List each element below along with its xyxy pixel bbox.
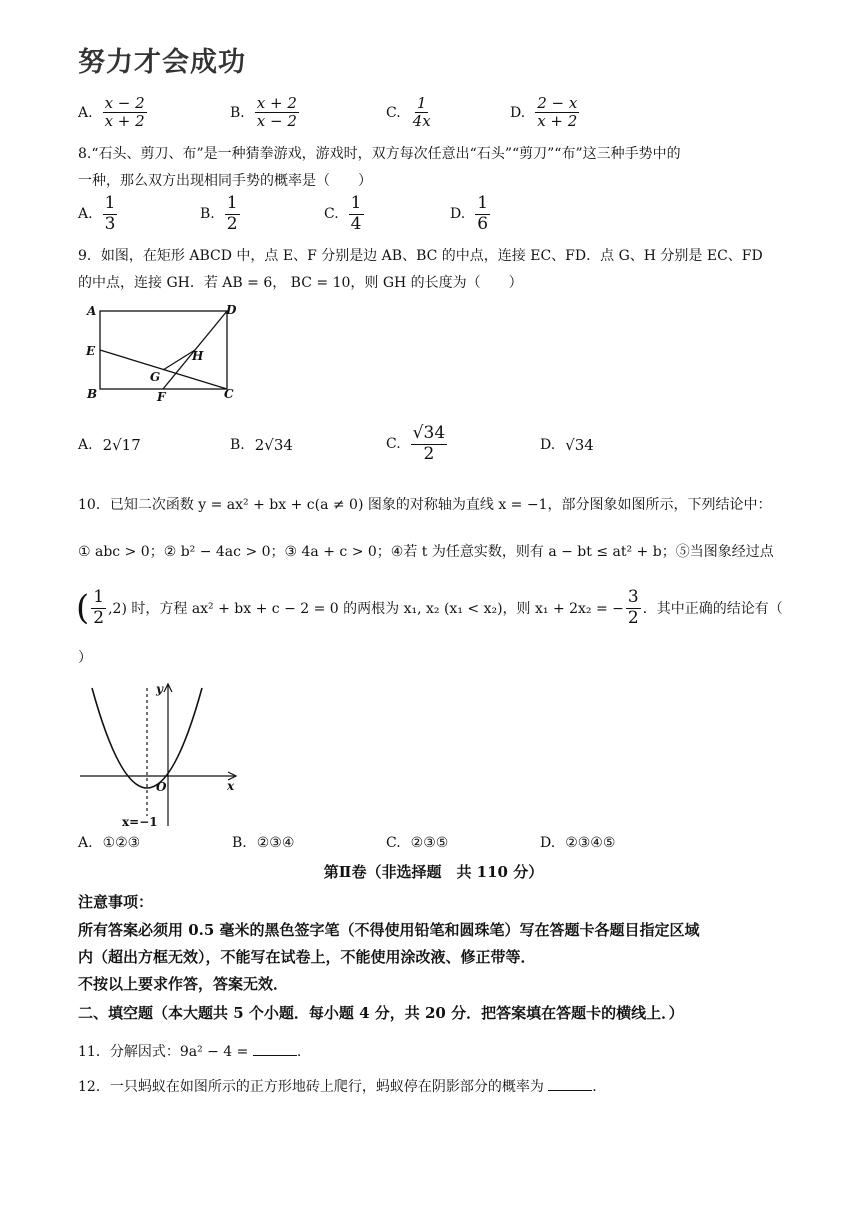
label-d: D	[226, 303, 237, 317]
label-b: B	[87, 387, 98, 401]
q9-options	[78, 424, 858, 470]
q10-stem-line1: 10．已知二次函数 y = ax² + bx + c(a ≠ 0) 图象的对称轴为直线 x = −1，部分图象如图所示，下列结论中：	[78, 497, 772, 513]
label-e: E	[86, 344, 96, 358]
fraction-denominator: 2	[93, 607, 105, 628]
fraction-denominator: x + 2	[537, 112, 578, 131]
q10-stem-line4: ）	[78, 650, 92, 666]
q9-option-c[interactable]: C. $\frac{√34}{2}$	[386, 423, 446, 464]
y-axis-label: y	[156, 682, 163, 696]
rectangle-abcd	[100, 311, 227, 389]
origin-label: O	[156, 780, 167, 794]
label-h: H	[192, 349, 204, 363]
fraction-denominator: x + 2	[104, 112, 145, 131]
q10-option-d[interactable]: D. ②③④⑤	[540, 835, 616, 851]
fraction-denominator: 2	[627, 607, 639, 628]
label-g: G	[150, 370, 161, 384]
q12: 12．一只蚂蚁在如图所示的正方形地砖上爬行，蚂蚁停在阴影部分的概率为 .	[78, 1079, 597, 1095]
q9-stem-line1: 9．如图，在矩形 ABCD 中，点 E、F 分别是边 AB、BC 的中点，连接 EC、FD．点 G、H 分别是 EC、FD	[78, 248, 763, 264]
q9-option-b[interactable]: B. 2√34	[230, 436, 293, 454]
q10-option-a[interactable]: A. ①②③	[78, 835, 141, 851]
section2-heading: 二、填空题（本大题共 5 个小题．每小题 4 分，共 20 分．把答案填在答题卡的横线上．）	[78, 1004, 684, 1022]
q8-option-c[interactable]: C. $\frac{1}{4}$	[324, 193, 362, 234]
page-header-slogan: 努力才会成功	[78, 47, 246, 78]
q7-option-b[interactable]: B. $\frac{x + 2}{x - 2}$	[230, 94, 297, 131]
q10-stem-line2: ① abc > 0；② b² − 4ac > 0；③ 4a + c > 0；④若 t 为任意实数，则有 a − bt ≤ at² + b；⑤当图象经过点	[78, 544, 774, 560]
q10-option-c[interactable]: C. ②③⑤	[386, 835, 449, 851]
fraction-numerator: 2 − x	[537, 94, 578, 112]
fraction-denominator: 2	[423, 443, 435, 464]
q7-option-c[interactable]: C. $\frac{1}{4x}$	[386, 94, 431, 131]
q8-option-d[interactable]: D. $\frac{1}{6}$	[450, 193, 489, 234]
notice-line3: 不按以上要求作答，答案无效．	[78, 975, 289, 993]
fraction-numerator: 1	[104, 193, 116, 213]
q10-stem-line3: ( $\frac{1}{2}$ ,2) 时，方程 ax² + bx + c − 2 = 0 的两根为 x₁, x₂ (x₁ < x₂)，则 x₁ + 2x₂ = − $\frac{3}{2}$ ．其中正确的结论有（	[76, 587, 783, 629]
x-axis-label: x	[227, 779, 235, 793]
q11-answer-blank[interactable]	[253, 1043, 297, 1056]
notice-line2: 内（超出方框无效），不能写在试卷上，不能使用涂改液、修正带等．	[78, 948, 536, 966]
q8-option-a[interactable]: A. $\frac{1}{3}$	[78, 193, 116, 234]
q10-parabola-figure	[76, 676, 242, 828]
q9-option-d[interactable]: D. √34	[540, 436, 594, 454]
fraction-numerator: 1	[226, 193, 238, 213]
fraction-numerator: 1	[477, 193, 489, 213]
label-f: F	[157, 390, 166, 404]
q10-option-b[interactable]: B. ②③④	[232, 835, 295, 851]
notice-title: 注意事项：	[78, 893, 154, 911]
q12-answer-blank[interactable]	[548, 1078, 592, 1091]
q10-options	[78, 835, 858, 855]
q8-options	[78, 194, 858, 238]
label-c: C	[224, 387, 234, 401]
fraction-denominator: 2	[226, 213, 238, 234]
q11: 11．分解因式：9a² − 4 = .	[78, 1044, 302, 1060]
fraction-numerator: 1	[416, 94, 427, 112]
q8-stem-line1: 8.“石头、剪刀、布”是一种猜拳游戏，游戏时，双方每次任意出“石头”“剪刀”“布”这三种手势中的	[78, 146, 681, 162]
q9-option-a[interactable]: A. 2√17	[78, 436, 141, 454]
fraction-denominator: x − 2	[256, 112, 297, 131]
q7-options	[78, 95, 858, 139]
fraction-denominator: 3	[104, 213, 116, 234]
fraction-numerator: √34	[412, 423, 446, 443]
label-a: A	[87, 304, 97, 318]
fraction-denominator: 6	[477, 213, 489, 234]
fraction-numerator: 1	[350, 193, 362, 213]
q9-stem-line2: 的中点，连接 GH．若 AB = 6， BC = 10，则 GH 的长度为（ ）	[78, 275, 523, 291]
segment-gh	[163, 350, 195, 370]
fraction-numerator: 1	[93, 587, 105, 607]
notice-line1: 所有答案必须用 0.5 毫米的黑色签字笔（不得使用铅笔和圆珠笔）写在答题卡各题目指定区域	[78, 921, 700, 939]
fraction-denominator: 4x	[412, 112, 431, 131]
q8-stem-line2: 一种，那么双方出现相同手势的概率是（ ）	[78, 173, 372, 189]
fraction-denominator: 4	[350, 213, 362, 234]
q9-rectangle-figure	[78, 300, 248, 405]
symmetry-axis-label: x=−1	[122, 815, 158, 828]
q7-option-d[interactable]: D. $\frac{2 - x}{x + 2}$	[510, 94, 578, 131]
fraction-numerator: x − 2	[104, 94, 145, 112]
q7-option-a[interactable]: A. $\frac{x - 2}{x + 2}$	[78, 94, 145, 131]
fraction-numerator: x + 2	[256, 94, 297, 112]
part2-title: 第Ⅱ卷（非选择题 共 110 分）	[323, 863, 544, 881]
q8-option-b[interactable]: B. $\frac{1}{2}$	[200, 193, 238, 234]
fraction-numerator: 3	[627, 587, 639, 607]
